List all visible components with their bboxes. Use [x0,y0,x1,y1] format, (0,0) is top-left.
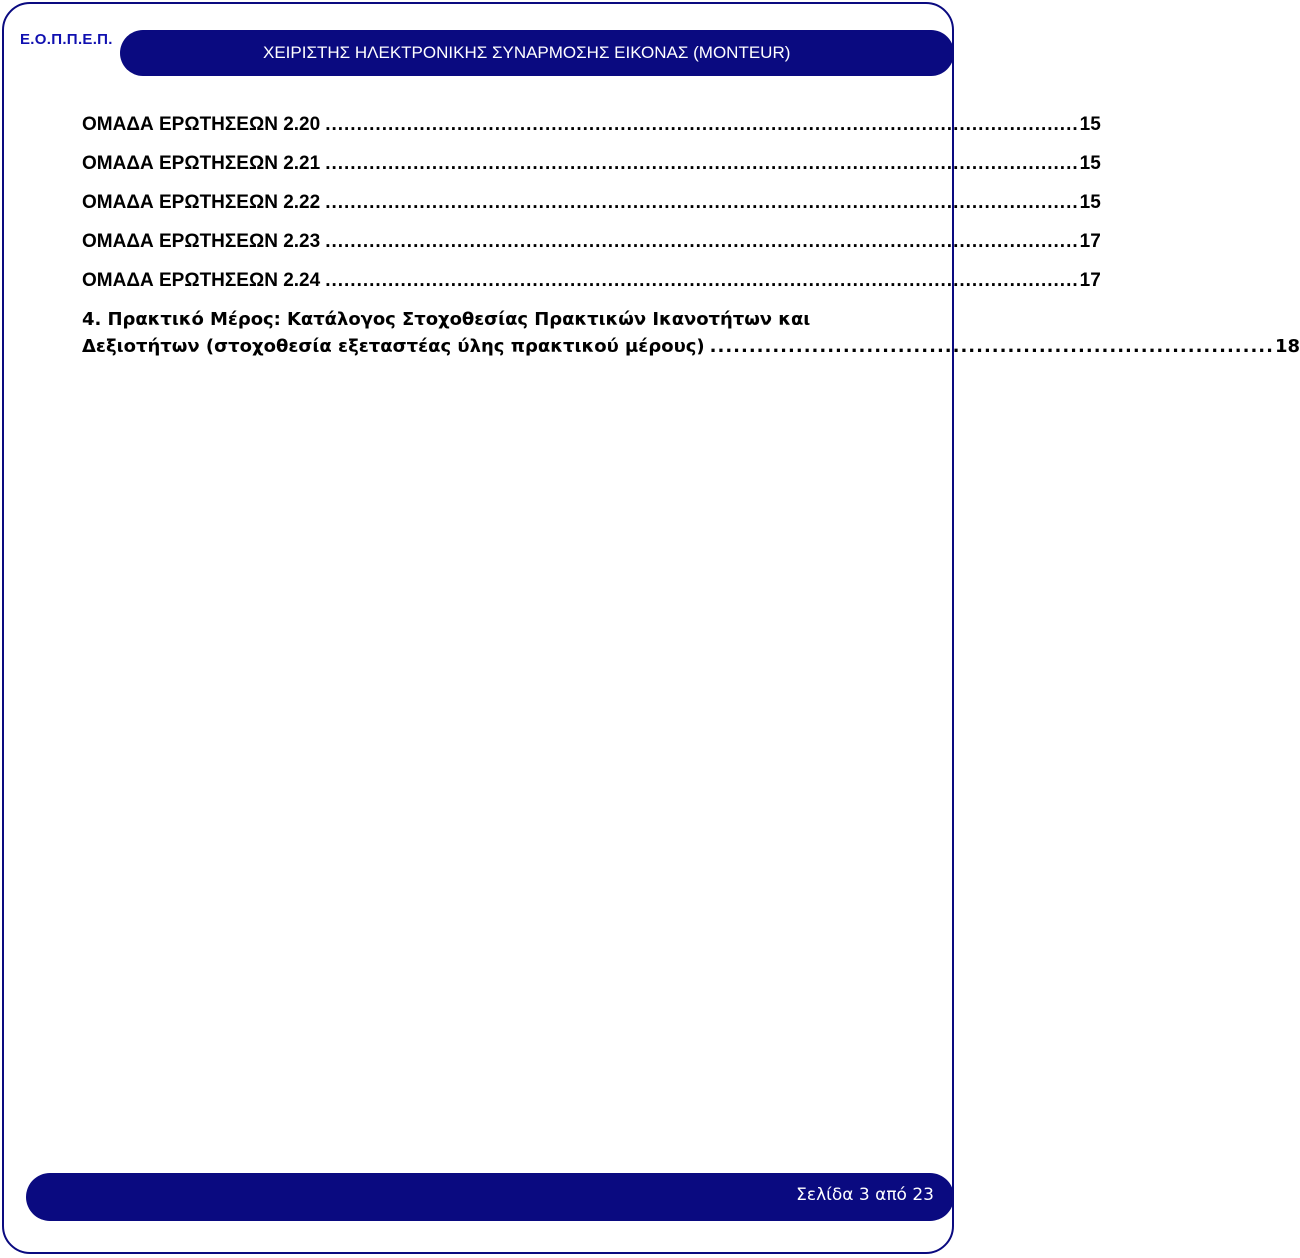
toc-entry-text: ΟΜΑΔΑ ΕΡΩΤΗΣΕΩΝ 2.23 [82,231,321,252]
toc-entry-text: ΟΜΑΔΑ ΕΡΩΤΗΣΕΩΝ 2.24 [82,270,321,291]
toc-entry-text: ΟΜΑΔΑ ΕΡΩΤΗΣΕΩΝ 2.21 [82,153,321,174]
toc-section-title-line1: 4. Πρακτικό Μέρος: Κατάλογος Στοχοθεσίας Πρακτικών Ικανοτήτων και [82,309,811,330]
toc-leader-dots: ........................................................................ [709,336,1274,357]
toc-section-entry[interactable] [82,306,1300,360]
toc-entry-text: ΟΜΑΔΑ ΕΡΩΤΗΣΕΩΝ 2.22 [82,192,321,213]
document-title: ΧΕΙΡΙΣΤΗΣ ΗΛΕΚΤΡΟΝΙΚΗΣ ΣΥΝΑΡΜΟΣΗΣ ΕΙΚΟΝΑΣ (MONTEUR) [263,43,791,62]
toc-entry-page: 15 [1079,114,1101,135]
toc-section-title-line2: Δεξιοτήτων (στοχοθεσία εξεταστέας ύλης πρακτικού μέρους) [82,336,705,357]
table-of-contents [82,112,1300,360]
toc-entry-page: 15 [1079,153,1101,174]
toc-entry[interactable] [82,229,1101,268]
toc-leader-dots: ........................................................................................................................ [325,114,1079,135]
toc-entry[interactable] [82,190,1101,229]
organization-label: Ε.Ο.Π.Π.Ε.Π. [20,31,113,48]
toc-entry[interactable] [82,112,1101,151]
toc-leader-dots: ........................................................................................................................ [325,153,1079,174]
toc-entry-page: 17 [1079,231,1101,252]
toc-entry[interactable] [82,268,1101,307]
toc-leader-dots: ........................................................................................................................ [325,192,1079,213]
toc-section-page: 18 [1274,336,1300,357]
toc-leader-dots: ........................................................................................................................ [325,231,1079,252]
toc-entry-page: 15 [1079,192,1101,213]
toc-entry-page: 17 [1079,270,1101,291]
toc-leader-dots: ........................................................................................................................ [325,270,1079,291]
toc-entry[interactable] [82,151,1101,190]
toc-entry-text: ΟΜΑΔΑ ΕΡΩΤΗΣΕΩΝ 2.20 [82,114,321,135]
page-number: Σελίδα 3 από 23 [796,1185,934,1205]
